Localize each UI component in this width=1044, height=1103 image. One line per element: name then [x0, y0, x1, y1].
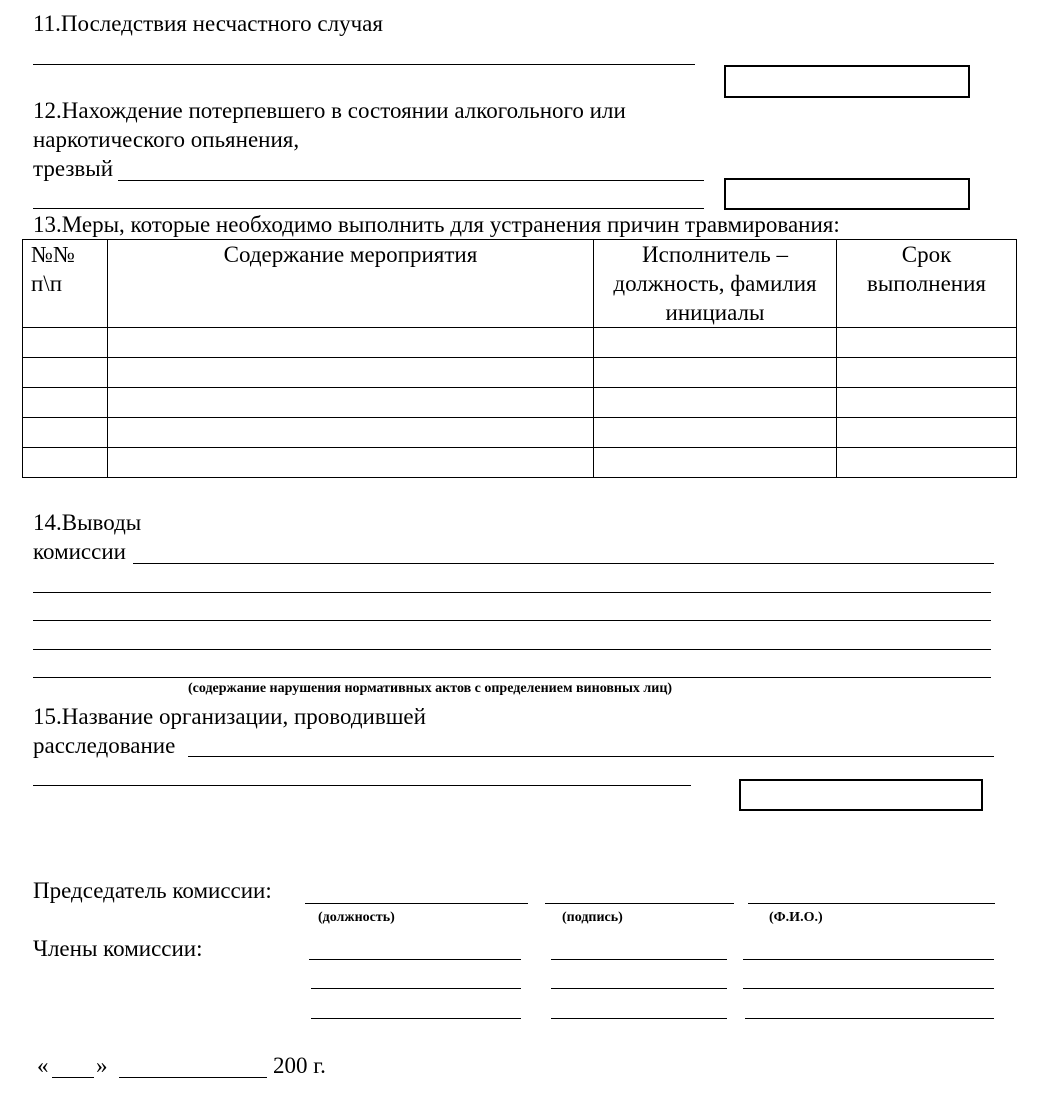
header-number-line2: п\п — [31, 271, 63, 296]
section-12-fill-line-2[interactable] — [33, 208, 704, 209]
section-14-fill-line-4[interactable] — [33, 649, 991, 650]
table-cell[interactable] — [23, 358, 108, 388]
chairman-position-line[interactable] — [305, 903, 528, 904]
header-deadline-line1: Срок — [901, 242, 952, 267]
member-1-position-line[interactable] — [309, 959, 521, 960]
header-number-line1: №№ — [31, 242, 75, 267]
table-cell[interactable] — [108, 448, 594, 478]
table-cell[interactable] — [594, 448, 837, 478]
section-14-fill-line[interactable] — [133, 563, 994, 564]
position-caption: (должность) — [318, 910, 395, 925]
header-executor-line1: Исполнитель – — [642, 242, 788, 267]
table-cell[interactable] — [108, 418, 594, 448]
chairman-name-line[interactable] — [748, 903, 995, 904]
section-12-code-box[interactable] — [724, 178, 970, 210]
table-cell[interactable] — [594, 328, 837, 358]
date-day-line[interactable] — [52, 1077, 94, 1078]
header-executor-line2: должность, фамилия — [613, 271, 817, 296]
section-12-value: трезвый — [33, 156, 114, 181]
section-11-fill-line[interactable] — [33, 64, 695, 65]
header-content-line1: Содержание мероприятия — [223, 242, 478, 267]
table-row — [23, 448, 1017, 478]
member-2-signature-line[interactable] — [551, 988, 727, 989]
member-2-position-line[interactable] — [311, 988, 521, 989]
section-15-title-line1: 15.Название организации, проводившей — [33, 704, 426, 729]
section-14-title-line1: 14.Выводы — [33, 510, 142, 535]
signature-caption: (подпись) — [562, 910, 623, 925]
header-deadline-line2: выполнения — [866, 271, 986, 296]
name-caption: (Ф.И.О.) — [769, 910, 823, 925]
table-cell[interactable] — [108, 388, 594, 418]
measures-table-header — [23, 240, 1017, 328]
section-15-fill-line-2[interactable] — [33, 785, 691, 786]
section-13-title: 13.Меры, которые необходимо выполнить для устранения причин травмирования: — [33, 212, 840, 237]
header-content — [108, 240, 594, 328]
header-executor-line3: инициалы — [665, 300, 765, 325]
section-11-code-box[interactable] — [724, 65, 970, 98]
table-cell[interactable] — [837, 388, 1017, 418]
section-14-fill-line-2[interactable] — [33, 592, 991, 593]
table-cell[interactable] — [594, 418, 837, 448]
member-3-signature-line[interactable] — [551, 1018, 727, 1019]
table-cell[interactable] — [23, 328, 108, 358]
members-label: Члены комиссии: — [33, 936, 203, 961]
member-3-position-line[interactable] — [311, 1018, 521, 1019]
section-15-code-box[interactable] — [739, 779, 983, 811]
table-cell[interactable] — [594, 358, 837, 388]
chairman-label: Председатель комиссии: — [33, 878, 272, 903]
section-14-fill-line-5[interactable] — [33, 677, 991, 678]
section-12-title-line1: 12.Нахождение потерпевшего в состоянии алкогольного или — [33, 98, 626, 123]
date-month-line[interactable] — [119, 1077, 267, 1078]
member-1-signature-line[interactable] — [551, 959, 727, 960]
table-cell[interactable] — [837, 448, 1017, 478]
date-year: 200 г. — [273, 1053, 326, 1078]
section-14-title-line2: комиссии — [33, 539, 126, 564]
date-open-quote: « — [37, 1053, 49, 1078]
table-cell[interactable] — [837, 418, 1017, 448]
section-15-fill-line[interactable] — [188, 756, 994, 757]
section-12-fill-line[interactable] — [118, 180, 704, 181]
table-row — [23, 328, 1017, 358]
measures-table — [22, 239, 1017, 478]
date-close-quote: » — [96, 1053, 108, 1078]
table-cell[interactable] — [108, 328, 594, 358]
section-14-caption: (содержание нарушения нормативных актов с определением виновных лиц) — [188, 681, 673, 696]
header-deadline — [837, 240, 1017, 328]
table-cell[interactable] — [837, 328, 1017, 358]
table-cell[interactable] — [108, 358, 594, 388]
section-12-title-line2: наркотического опьянения, — [33, 127, 300, 152]
table-row — [23, 358, 1017, 388]
member-2-name-line[interactable] — [743, 988, 994, 989]
table-cell[interactable] — [23, 388, 108, 418]
table-row — [23, 388, 1017, 418]
section-14-fill-line-3[interactable] — [33, 620, 991, 621]
section-15-title-line2: расследование — [33, 733, 176, 758]
header-executor — [594, 240, 837, 328]
table-cell[interactable] — [23, 448, 108, 478]
chairman-signature-line[interactable] — [545, 903, 734, 904]
header-number — [23, 240, 108, 328]
table-row — [23, 418, 1017, 448]
member-3-name-line[interactable] — [745, 1018, 994, 1019]
table-cell[interactable] — [837, 358, 1017, 388]
table-cell[interactable] — [23, 418, 108, 448]
member-1-name-line[interactable] — [743, 959, 994, 960]
table-cell[interactable] — [594, 388, 837, 418]
section-11-title: 11.Последствия несчастного случая — [33, 11, 383, 36]
